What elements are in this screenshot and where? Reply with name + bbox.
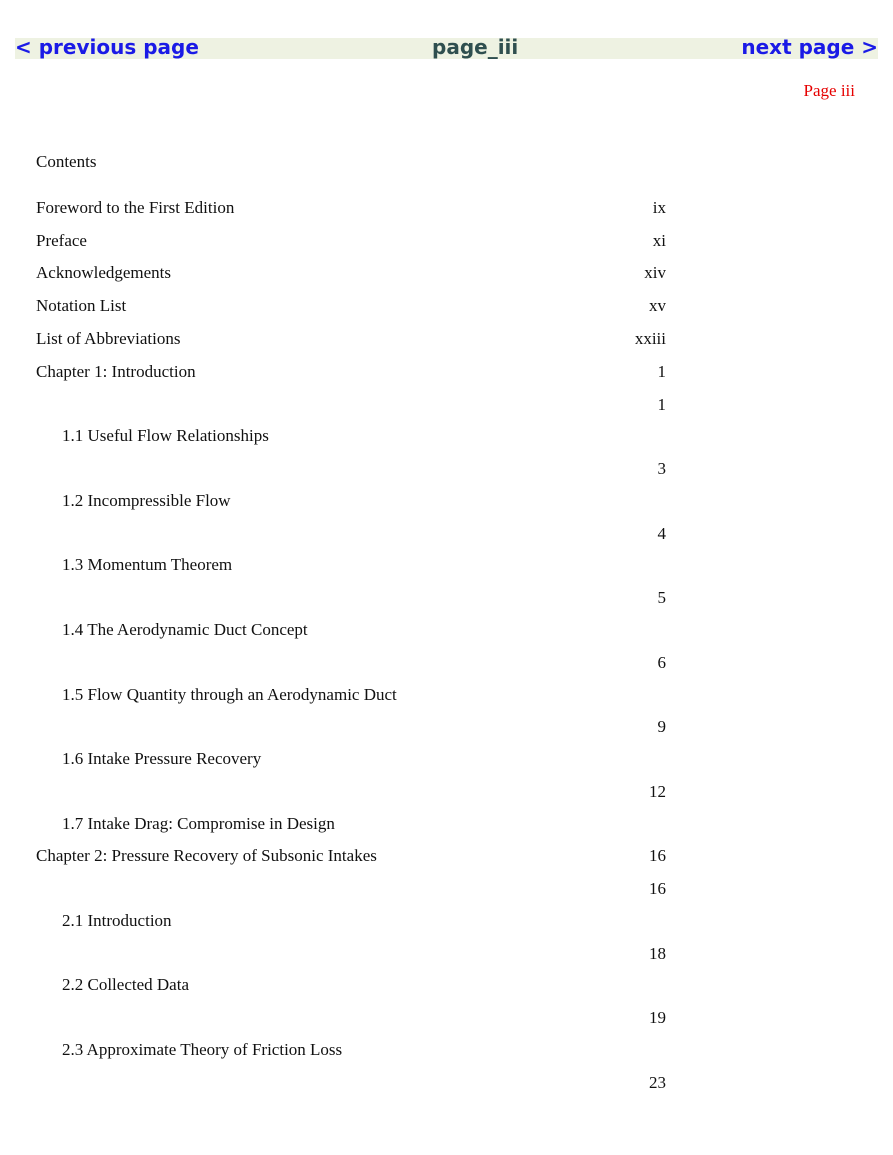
- toc-section-page: 6: [657, 653, 666, 672]
- toc-section-page: 18: [649, 944, 666, 963]
- toc-entry-page: xi: [652, 231, 666, 250]
- toc-entry-page: 1: [657, 362, 666, 381]
- toc-entry-title: List of Abbreviations: [36, 329, 181, 348]
- previous-page-link[interactable]: < previous page: [15, 35, 199, 59]
- toc-entry-title: Chapter 1: Introduction: [36, 362, 196, 381]
- page-number-label: Page iii: [803, 81, 855, 100]
- toc-entry: [0, 262, 893, 284]
- toc-entry-title: Acknowledgements: [36, 263, 172, 282]
- toc-entry-title: Notation List: [36, 296, 127, 315]
- page-navigation-bar: [15, 35, 878, 59]
- toc-section-page: 4: [657, 524, 666, 543]
- toc-section-page: 9: [657, 717, 666, 736]
- toc-entry: [0, 230, 893, 252]
- toc-entry-page: xiv: [644, 263, 666, 282]
- toc-entry: [0, 295, 893, 317]
- next-page-link[interactable]: next page >: [741, 35, 878, 59]
- toc-section-page: 16: [649, 879, 666, 898]
- toc-chapter-entry: [0, 845, 893, 867]
- toc-section-title: 2.3 Approximate Theory of Friction Loss: [62, 1040, 343, 1059]
- toc-entry-title: Foreword to the First Edition: [36, 198, 235, 217]
- toc-section-page: 19: [649, 1008, 666, 1027]
- toc-section-title: 1.3 Momentum Theorem: [62, 555, 233, 574]
- toc-section-page: 3: [657, 459, 666, 478]
- toc-section-title: 2.2 Collected Data: [62, 975, 189, 994]
- toc-section-title: 1.6 Intake Pressure Recovery: [62, 749, 262, 768]
- toc-section-title: 1.4 The Aerodynamic Duct Concept: [62, 620, 308, 639]
- contents-heading: Contents: [36, 152, 97, 171]
- toc-section-page: 23: [649, 1073, 666, 1092]
- toc-section-page: 12: [649, 782, 666, 801]
- toc-section-title: 1.1 Useful Flow Relationships: [62, 426, 269, 445]
- toc-entry: [0, 328, 893, 350]
- toc-section-title: 1.7 Intake Drag: Compromise in Design: [62, 814, 335, 833]
- toc-section-title: 1.5 Flow Quantity through an Aerodynamic Duct: [62, 685, 397, 704]
- toc-section-page: 1: [657, 395, 666, 414]
- toc-entry-page: ix: [652, 198, 666, 217]
- toc-section-title: 1.2 Incompressible Flow: [62, 491, 231, 510]
- toc-entry: [0, 197, 893, 219]
- toc-chapter-entry: [0, 361, 893, 383]
- toc-entry-page: xv: [649, 296, 666, 315]
- toc-entry-title: Chapter 2: Pressure Recovery of Subsonic Intakes: [36, 846, 377, 865]
- page-id-title: page_iii: [432, 35, 519, 59]
- toc-section-page: 5: [657, 588, 666, 607]
- toc-entry-page: xxiii: [634, 329, 666, 348]
- toc-entry-title: Preface: [36, 231, 87, 250]
- toc-section-title: 2.1 Introduction: [62, 911, 172, 930]
- toc-entry-page: 16: [649, 846, 666, 865]
